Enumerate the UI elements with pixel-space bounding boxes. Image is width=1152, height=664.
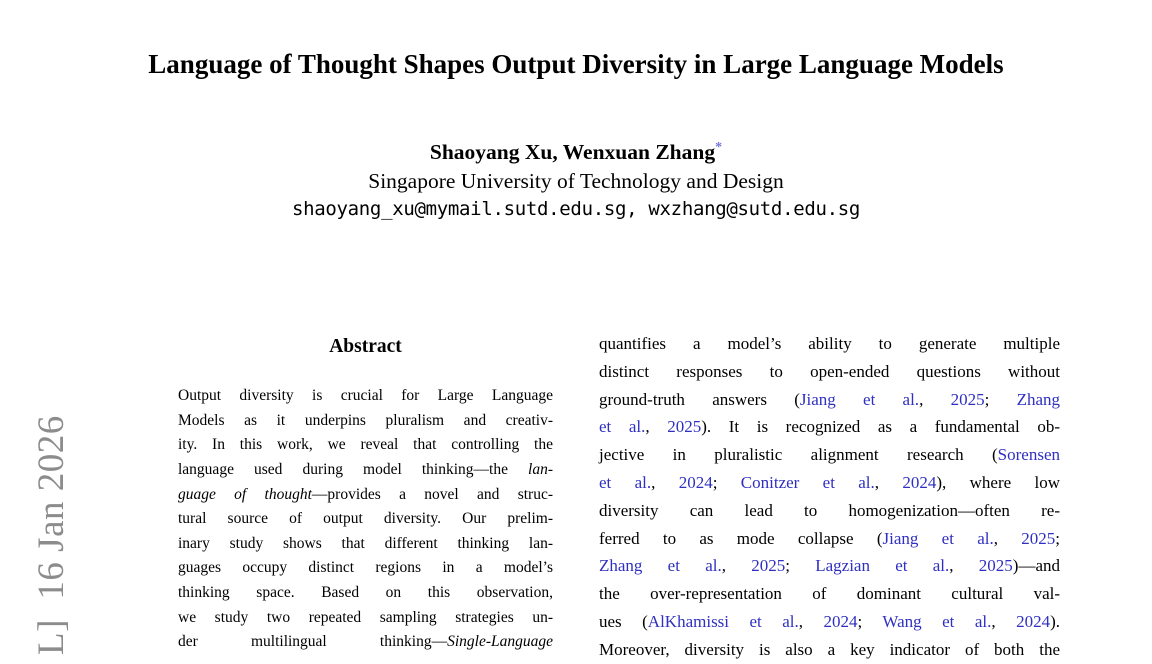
text-segment: ;: [712, 472, 741, 492]
citation-link[interactable]: 2025: [1021, 528, 1056, 548]
text-segment: thinking space. Based on this observation,: [178, 584, 553, 602]
text-segment: ity. In this work, we reveal that controlling the: [178, 436, 553, 454]
text-segment: ,: [991, 611, 1017, 631]
text-segment: we study two repeated sampling strategies un-: [178, 608, 553, 626]
text-line: [178, 384, 553, 409]
text-line: [178, 630, 553, 655]
paper-title: Language of Thought Shapes Output Diversity in Large Language Models: [148, 49, 1004, 79]
citation-link[interactable]: 2025: [667, 417, 702, 437]
text-line: [599, 330, 1060, 358]
text-segment: ).: [1050, 611, 1061, 631]
text-line: [599, 608, 1060, 636]
text-segment: ,: [721, 556, 752, 576]
text-segment: ,: [874, 472, 903, 492]
citation-link[interactable]: 2024: [823, 611, 858, 631]
citation-link[interactable]: AlKhamissi et al.: [647, 611, 799, 631]
citation-link[interactable]: 2025: [751, 556, 786, 576]
text-line: [178, 606, 553, 631]
text-segment: ues (: [599, 611, 648, 631]
text-line: [599, 525, 1060, 553]
citation-link[interactable]: 2024: [902, 472, 937, 492]
text-line: [178, 483, 553, 508]
text-segment: )—and: [1012, 556, 1061, 576]
text-segment: jective in pluralistic alignment research (: [599, 445, 998, 465]
text-segment: Single-Language: [447, 633, 553, 651]
text-segment: ,: [645, 417, 668, 437]
citation-link[interactable]: Wang et al.: [882, 611, 992, 631]
text-segment: lan-: [528, 460, 553, 478]
text-segment: Moreover, diversity is also a key indicator of both the: [599, 639, 1060, 659]
text-segment: distinct responses to open-ended questions without: [599, 361, 1060, 381]
author-emails: shaoyang_xu@mymail.sutd.edu.sg, wxzhang@sutd.edu.sg: [291, 198, 861, 220]
abstract-body: [178, 384, 553, 655]
text-segment: guages occupy distinct regions in a model’s: [178, 559, 553, 577]
text-line: [599, 552, 1060, 580]
text-segment: ;: [984, 389, 1017, 409]
text-segment: guage of thought: [178, 485, 312, 503]
text-segment: ground-truth answers (: [599, 389, 800, 409]
text-line: [599, 386, 1060, 414]
text-segment: ,: [798, 611, 824, 631]
citation-link[interactable]: 2024: [1016, 611, 1051, 631]
text-line: [599, 497, 1060, 525]
text-segment: der multilingual thinking—: [178, 633, 448, 651]
text-line: [599, 636, 1060, 664]
arxiv-watermark: L] 16 Jan 2026: [31, 415, 72, 655]
text-segment: ;: [785, 556, 816, 576]
text-line: [178, 433, 553, 458]
text-segment: ,: [993, 528, 1022, 548]
text-segment: ). It is recognized as a fundamental ob-: [701, 417, 1060, 437]
citation-link[interactable]: Zhang: [1016, 389, 1060, 409]
citation-link[interactable]: 2024: [678, 472, 713, 492]
text-segment: ferred to as mode collapse (: [599, 528, 883, 548]
text-segment: the over-representation of dominant cultural val-: [599, 584, 1060, 604]
text-line: [178, 507, 553, 532]
text-segment: language used during model thinking—the: [178, 460, 529, 478]
text-segment: tural source of output diversity. Our prelim-: [178, 510, 553, 528]
text-line: [599, 580, 1060, 608]
text-line: [599, 413, 1060, 441]
text-line: [178, 532, 553, 557]
text-line: [599, 441, 1060, 469]
text-line: [599, 358, 1060, 386]
text-segment: ,: [949, 556, 979, 576]
citation-link[interactable]: et al.: [599, 417, 646, 437]
author-names: Shaoyang Xu, Wenxuan Zhang: [429, 140, 716, 164]
author-note-asterisk[interactable]: *: [715, 139, 723, 155]
citation-link[interactable]: Jiang et al.: [882, 528, 994, 548]
text-segment: Output diversity is crucial for Large Language: [178, 387, 553, 404]
citation-link[interactable]: Zhang et al.: [599, 556, 722, 576]
citation-link[interactable]: 2025: [950, 389, 985, 409]
citation-link[interactable]: et al.: [599, 472, 652, 492]
citation-link[interactable]: Sorensen: [997, 445, 1060, 465]
text-line: [178, 581, 553, 606]
text-segment: ,: [651, 472, 679, 492]
text-segment: ,: [919, 389, 951, 409]
text-line: [599, 469, 1060, 497]
citation-link[interactable]: 2025: [978, 556, 1013, 576]
text-segment: inary study shows that different thinking lan-: [178, 534, 553, 552]
introduction-column: [599, 330, 1060, 664]
text-line: [178, 556, 553, 581]
text-line: [178, 409, 553, 434]
citation-link[interactable]: Conitzer et al.: [740, 472, 875, 492]
text-segment: diversity can lead to homogenization—often re-: [599, 500, 1060, 520]
text-segment: —provides a novel and struc-: [311, 485, 553, 503]
text-segment: quantifies a model’s ability to generate multiple: [599, 334, 1060, 353]
citation-link[interactable]: Jiang et al.: [799, 389, 920, 409]
text-segment: Models as it underpins pluralism and creativ-: [178, 411, 553, 429]
abstract-heading: Abstract: [329, 336, 402, 357]
affiliation: Singapore University of Technology and Design: [368, 169, 784, 193]
text-segment: ;: [1055, 528, 1060, 548]
text-segment: ), where low: [936, 472, 1060, 492]
citation-link[interactable]: Lagzian et al.: [815, 556, 950, 576]
author-line: [0, 140, 1152, 165]
text-segment: ;: [857, 611, 883, 631]
text-line: [178, 458, 553, 483]
